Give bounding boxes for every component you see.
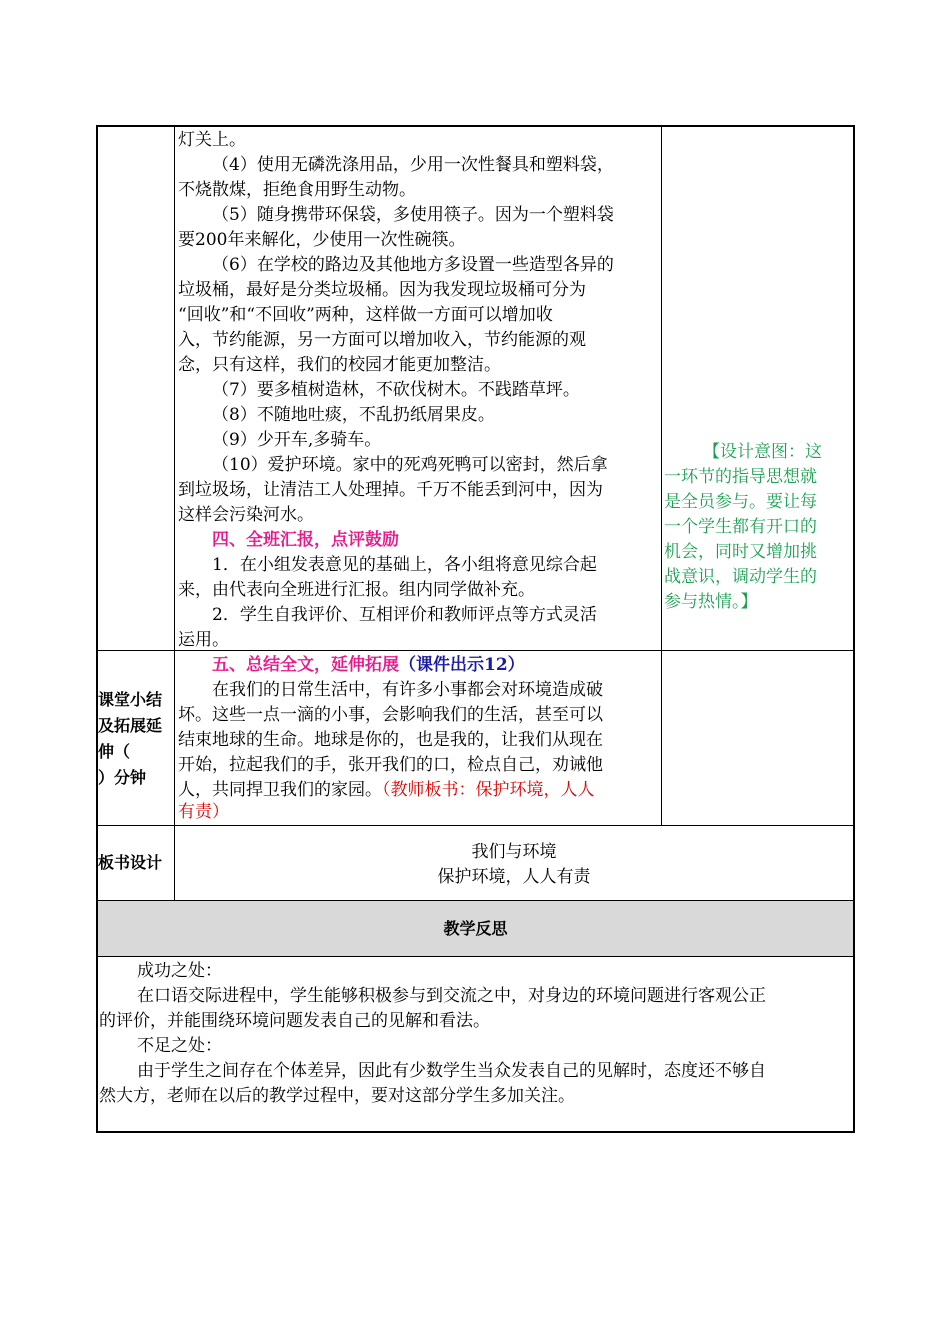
table-border-right [853, 125, 855, 1133]
text-line: （5）随身携带环保袋，多使用筷子。因为一个塑料袋 [212, 205, 614, 225]
shortfall-text: 然大方，老师在以后的教学过程中，要对这部分学生多加关注。 [99, 1086, 575, 1106]
table-col-divider-1 [174, 125, 175, 901]
text-line: 念，只有这样，我们的校园才能更加整洁。 [178, 355, 501, 375]
text-line: 1．在小组发表意见的基础上，各小组将意见综合起 [212, 555, 597, 575]
text-line: 这样会污染河水。 [178, 505, 314, 525]
table-border-bottom [96, 1131, 855, 1133]
text-line: 在我们的日常生活中，有许多小事都会对环境造成破 [212, 680, 603, 700]
text-line: 来，由代表向全班进行汇报。组内同学做补充。 [178, 580, 535, 600]
row-label-line: 课堂小结 [98, 690, 163, 709]
table-border-top [96, 125, 855, 127]
row-label-line: 及拓展延 [98, 716, 163, 735]
table-border-left [96, 125, 98, 1133]
section4-heading: 四、全班汇报，点评鼓励 [212, 530, 399, 550]
design-intent-line: 【设计意图：这 [703, 442, 822, 462]
board-note: （教师板书：保护环境，人人 [382, 780, 595, 800]
board-design-label: 板书设计 [98, 853, 163, 872]
design-intent-line: 是全员参与。要让每 [664, 492, 817, 512]
success-text: 在口语交际进程中，学生能够积极参与到交流之中，对身边的环境问题进行客观公正 [137, 986, 766, 1006]
shortfall-label: 不足之处： [137, 1036, 222, 1056]
text-line: 到垃圾场，让清洁工人处理掉。千万不能丢到河中，因为 [178, 480, 603, 500]
text-line: 开始，拉起我们的手，张开我们的口，检点自己，劝诫他 [178, 755, 603, 775]
text-line [178, 778, 595, 803]
section5-heading-line [212, 653, 525, 678]
board-note-continued: 有责） [178, 802, 229, 822]
text-line: （9）少开车,多骑车。 [212, 430, 382, 450]
text-line: （7）要多植树造林，不砍伐树木。不践踏草坪。 [212, 380, 580, 400]
design-intent-line: 一个学生都有开口的 [664, 517, 817, 537]
text-line: 运用。 [178, 630, 229, 650]
section5-heading-note: （课件出示12） [399, 655, 525, 675]
section5-heading: 五、总结全文，延伸拓展 [212, 655, 399, 675]
text-line: 垃圾桶，最好是分类垃圾桶。因为我发现垃圾桶可分为 [178, 280, 586, 300]
row-label-line: ）分钟 [98, 768, 147, 787]
text-line: 灯关上。 [178, 130, 246, 150]
text-line: 不烧散煤，拒绝食用野生动物。 [178, 180, 416, 200]
text-line: 入，节约能源，另一方面可以增加收入，节约能源的观 [178, 330, 586, 350]
success-text: 的评价，并能围绕环境问题发表自己的见解和看法。 [99, 1011, 490, 1031]
design-intent-line: 机会，同时又增加挑 [664, 542, 817, 562]
text-line: （8）不随地吐痰，不乱扔纸屑果皮。 [212, 405, 495, 425]
text-line: （10）爱护环境。家中的死鸡死鸭可以密封，然后拿 [212, 455, 608, 475]
row-label-line: 伸（ [98, 742, 131, 761]
design-intent-line: 战意识，调动学生的 [664, 567, 817, 587]
table-col-divider-2 [661, 125, 662, 825]
table-row-divider-4 [96, 956, 855, 957]
design-intent-line: 一环节的指导思想就 [664, 467, 817, 487]
text-line: 2．学生自我评价、互相评价和教师评点等方式灵活 [212, 605, 597, 625]
text-line: 坏。这些一点一滴的小事，会影响我们的生活，甚至可以 [178, 705, 603, 725]
board-subtitle: 保护环境，人人有责 [437, 867, 591, 887]
table-row-divider-2 [96, 825, 855, 826]
board-title: 我们与环境 [471, 842, 557, 862]
success-label: 成功之处： [137, 961, 222, 981]
shortfall-text: 由于学生之间存在个体差异，因此有少数学生当众发表自己的见解时，态度还不够自 [137, 1061, 766, 1081]
text-line: （6）在学校的路边及其他地方多设置一些造型各异的 [212, 255, 614, 275]
text-line: （4）使用无磷洗涤用品，少用一次性餐具和塑料袋， [212, 155, 614, 175]
text-line: 结束地球的生命。地球是你的，也是我的，让我们从现在 [178, 730, 603, 750]
text-line-part: 人，共同捍卫我们的家园。 [178, 780, 382, 800]
text-line: 要200年来解化，少使用一次性碗筷。 [178, 230, 466, 250]
reflection-header: 教学反思 [443, 919, 508, 938]
text-line: “回收”和“不回收”两种，这样做一方面可以增加收 [178, 305, 553, 325]
design-intent-line: 参与热情。】 [664, 592, 758, 612]
